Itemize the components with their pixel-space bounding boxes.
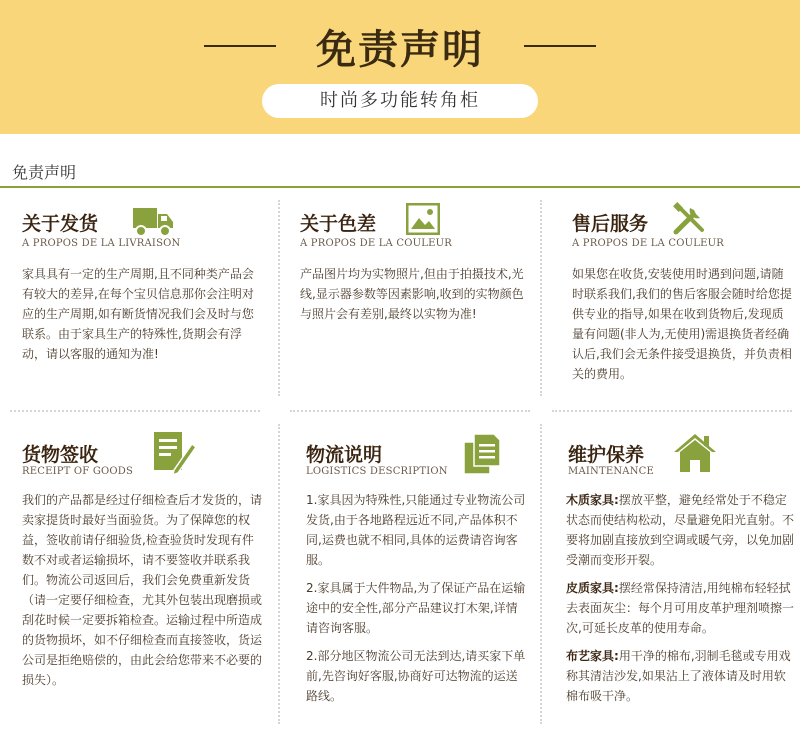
card-body — [566, 490, 794, 714]
card-body — [306, 490, 528, 714]
banner-title: 免责声明 — [316, 27, 484, 73]
separator — [552, 410, 792, 412]
maintenance-item-label: 木质家具: — [566, 493, 619, 507]
card-subtitle: A PROPOS DE LA COULEUR — [572, 238, 724, 249]
card-subtitle: A PROPOS DE LA COULEUR — [300, 238, 452, 249]
picture-icon — [406, 203, 440, 239]
card-subtitle: A PROPOS DE LA LIVRAISON — [22, 238, 181, 249]
separator — [290, 410, 530, 412]
section-rule — [0, 186, 800, 188]
maintenance-item — [566, 646, 794, 706]
tools-icon — [672, 202, 706, 240]
card-body: 如果您在收货,安装使用时遇到问题,请随时联系我们,我们的售后客服会随时给您提供专业的指导,如果在收到货物后,发现质量有问题(非人为,无使用)需退换货者经确认后,我们会无条件接受退换货，并负责相关的费用。 — [572, 267, 792, 381]
separator — [278, 200, 280, 396]
card-title: 售后服务 — [572, 213, 649, 235]
maintenance-item — [566, 578, 794, 638]
documents-icon — [462, 432, 502, 480]
card-title: 维护保养 — [568, 444, 645, 466]
sign-document-icon — [152, 430, 196, 480]
banner — [0, 0, 800, 134]
card-title: 物流说明 — [306, 444, 383, 466]
logistics-paragraph: 1.家具因为特殊性,只能通过专业物流公司发货,由于各地路程远近不同,产品体积不同,运费也就不相同,具体的运费请咨询客服。 — [306, 493, 526, 567]
logistics-paragraph: 2.家具属于大件物品,为了保证产品在运输途中的安全性,部分产品建议打木架,详情请咨询客服。 — [306, 581, 526, 635]
separator — [540, 200, 542, 396]
maintenance-item — [566, 490, 794, 570]
card-subtitle: RECEIPT OF GOODS — [22, 466, 134, 477]
card-subtitle: LOGISTICS DESCRIPTION — [306, 466, 448, 477]
card-title: 货物签收 — [22, 444, 99, 466]
card-subtitle: MAINTENANCE — [568, 466, 655, 477]
house-icon — [672, 432, 718, 478]
maintenance-item-text: 用干净的棉布,羽制毛毯或专用戏称其清洁沙发,如果沾上了液体请及时用软棉布吸干净。 — [566, 649, 791, 703]
separator — [540, 424, 542, 724]
card-body: 家具具有一定的生产周期,且不同种类产品会有较大的差异,在每个宝贝信息那你会注明对应的生产周期,如有断货情况我们会及时与您联系。由于家具生产的特殊性,货期会有浮动，请以客服的通知为准! — [22, 267, 254, 361]
separator — [10, 410, 260, 412]
separator — [278, 424, 280, 724]
maintenance-item-label: 布艺家具: — [566, 649, 619, 663]
card-title: 关于色差 — [300, 213, 377, 235]
maintenance-item-label: 皮质家具: — [566, 581, 619, 595]
truck-icon — [132, 204, 174, 242]
card-body: 产品图片均为实物照片,但由于拍摄技术,光线,显示器参数等因素影响,收到的实物颜色与照片会有差别,最终以实物为准! — [300, 267, 524, 321]
maintenance-item-text: 摆经常保持清洁,用纯棉布轻轻拭去表面灰尘：每个月可用皮革护理剂喷擦一次,可延长皮革的使用寿命。 — [566, 581, 795, 635]
logistics-paragraph: 2.部分地区物流公司无法到达,请买家下单前,先咨询好客服,协商好可达物流的运送路线。 — [306, 649, 526, 703]
section-label: 免责声明 — [12, 163, 77, 182]
maintenance-item-text: 摆放平整，避免经常处于不稳定状态而使结构松动，尽量避免阳光直射。不要将加剧直接放到空调或暖气旁，以免加剧受潮而变形开裂。 — [566, 493, 795, 567]
card-title: 关于发货 — [22, 213, 99, 235]
banner-line-right — [524, 45, 596, 47]
card-body: 我们的产品都是经过仔细检查后才发货的，请卖家提货时最好当面验货。为了保障您的权益，签收前请仔细验货,检查验货时发现有件数不对或者运输损坏，请不要签收并联系我们。物流公司返回后，我们会免费重新发货（请一定要仔细检查，尤其外包装出现磨损或刮花时候一定要拆箱检查。运输过程中所造成的货物损坏，如不仔细检查而直接签收，货运公司是拒绝赔偿的，由此会给您带来不必要的损失）。 — [22, 493, 263, 687]
banner-subtitle: 时尚多功能转角柜 — [262, 84, 538, 118]
